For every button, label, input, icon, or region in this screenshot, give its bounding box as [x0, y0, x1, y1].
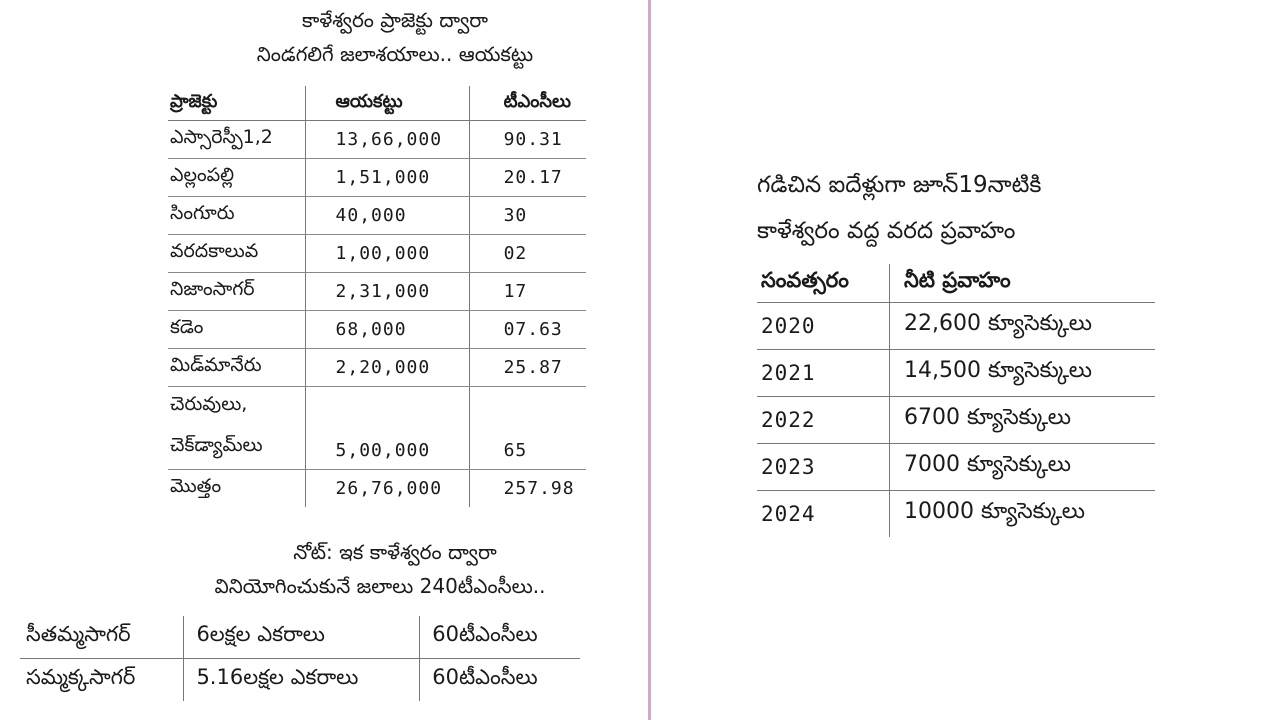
- reservoir-name: సమ్మక్కసాగర్: [26, 665, 136, 689]
- project-name: ఎల్లంపల్లి: [168, 159, 305, 197]
- project-tmc: 30: [469, 197, 586, 235]
- project-ayacut: 1,51,000: [305, 159, 469, 197]
- reservoir-tmc: 60టీఎంసీలు: [420, 616, 580, 659]
- project-ayacut: 2,31,000: [305, 273, 469, 311]
- table-header-row: [168, 86, 586, 121]
- project-tmc: 17: [469, 273, 586, 311]
- table-row: [757, 491, 1155, 538]
- project-name-multiline: [168, 387, 305, 470]
- flow-year: 2022: [757, 397, 890, 444]
- header-flow: నీటి ప్రవాహం: [890, 264, 1156, 303]
- project-name: మిడ్‌మానేరు: [168, 349, 305, 387]
- flow-value: 22,600 క్యూసెక్కులు: [890, 303, 1156, 350]
- project-tmc: 07.63: [469, 311, 586, 349]
- project-ayacut: 2,20,000: [305, 349, 469, 387]
- table-row: [168, 235, 586, 273]
- project-name: కడెం: [168, 311, 305, 349]
- flow-year: 2024: [761, 502, 816, 526]
- reservoir-tmc: 60టీఎంసీలు: [420, 659, 580, 702]
- project-tmc: 90.31: [469, 121, 586, 159]
- table-row: [168, 197, 586, 235]
- flow-year: 2021: [757, 350, 890, 397]
- project-tmc: 20.17: [469, 159, 586, 197]
- project-tmc: 02: [469, 235, 586, 273]
- project-name: ఎస్సారెస్పీ1,2: [168, 121, 305, 159]
- note-line1: నోట్: ఇక కాళేశ్వరం ద్వారా: [293, 540, 497, 564]
- total-ayacut: 26,76,000: [305, 470, 469, 508]
- reservoir-table: [20, 616, 580, 701]
- table-row: [168, 387, 586, 470]
- project-ayacut-table: [168, 86, 586, 507]
- table-row: [757, 444, 1155, 491]
- note-line2: వినియోగించుకునే జలాలు 240టీఎంసీలు..: [214, 574, 546, 598]
- left-title-line1: కాళేశ్వరం ప్రాజెక్టు ద్వారా: [302, 8, 488, 32]
- flow-value: 6700 క్యూసెక్కులు: [890, 397, 1156, 444]
- table-row: [168, 159, 586, 197]
- flow-value: 7000 క్యూసెక్కులు: [890, 444, 1156, 491]
- reservoir-area: 6లక్షల ఎకరాలు: [184, 616, 420, 659]
- project-name: వరదకాలువ: [168, 235, 305, 273]
- right-title-line1: గడిచిన ఐదేళ్లుగా జూన్19నాటికి: [757, 172, 1042, 198]
- header-project: ప్రాజెక్టు: [168, 86, 305, 121]
- table-row: [168, 273, 586, 311]
- table-row: [757, 397, 1155, 444]
- header-tmc: టీఎంసీలు: [469, 86, 586, 121]
- project-ayacut: 13,66,000: [305, 121, 469, 159]
- left-title-line2: నిండగలిగే జలాశయాలు.. ఆయకట్టు: [256, 42, 534, 66]
- table-total-row: [168, 470, 586, 508]
- flow-value: 14,500 క్యూసెక్కులు: [890, 350, 1156, 397]
- flow-year: 2023: [757, 444, 890, 491]
- table-row: [168, 349, 586, 387]
- reservoir-area: 5.16లక్షల ఎకరాలు: [184, 659, 420, 702]
- header-year: సంవత్సరం: [757, 264, 890, 303]
- project-name: నిజాంసాగర్: [168, 273, 305, 311]
- right-title-line2: కాళేశ్వరం వద్ద వరద ప్రవాహం: [757, 218, 1016, 244]
- project-ayacut: 68,000: [305, 311, 469, 349]
- project-ayacut: 40,000: [305, 197, 469, 235]
- total-label: మొత్తం: [170, 475, 222, 497]
- table-row: [757, 350, 1155, 397]
- total-tmc: 257.98: [469, 470, 586, 508]
- project-tmc: 25.87: [469, 349, 586, 387]
- table-row: [20, 659, 580, 702]
- flow-year: 2020: [757, 303, 890, 350]
- table-row: [757, 303, 1155, 350]
- table-row: [168, 121, 586, 159]
- project-tmc: 65: [469, 387, 586, 470]
- project-name: సింగూరు: [168, 197, 305, 235]
- table-row: [20, 616, 580, 659]
- table-row: [168, 311, 586, 349]
- flood-flow-table: [757, 264, 1155, 537]
- project-name-line2: చెక్‌డ్యామ్‌లు: [170, 434, 263, 456]
- project-ayacut: 1,00,000: [305, 235, 469, 273]
- table-header-row: [757, 264, 1155, 303]
- project-name-line1: చెరువులు,: [170, 393, 248, 415]
- reservoir-name: సీతమ్మసాగర్: [20, 616, 184, 659]
- flow-value: 10000 క్యూసెక్కులు: [890, 491, 1156, 538]
- project-ayacut: 5,00,000: [305, 387, 469, 470]
- header-ayacut: ఆయకట్టు: [305, 86, 469, 121]
- panel-divider: [648, 0, 651, 720]
